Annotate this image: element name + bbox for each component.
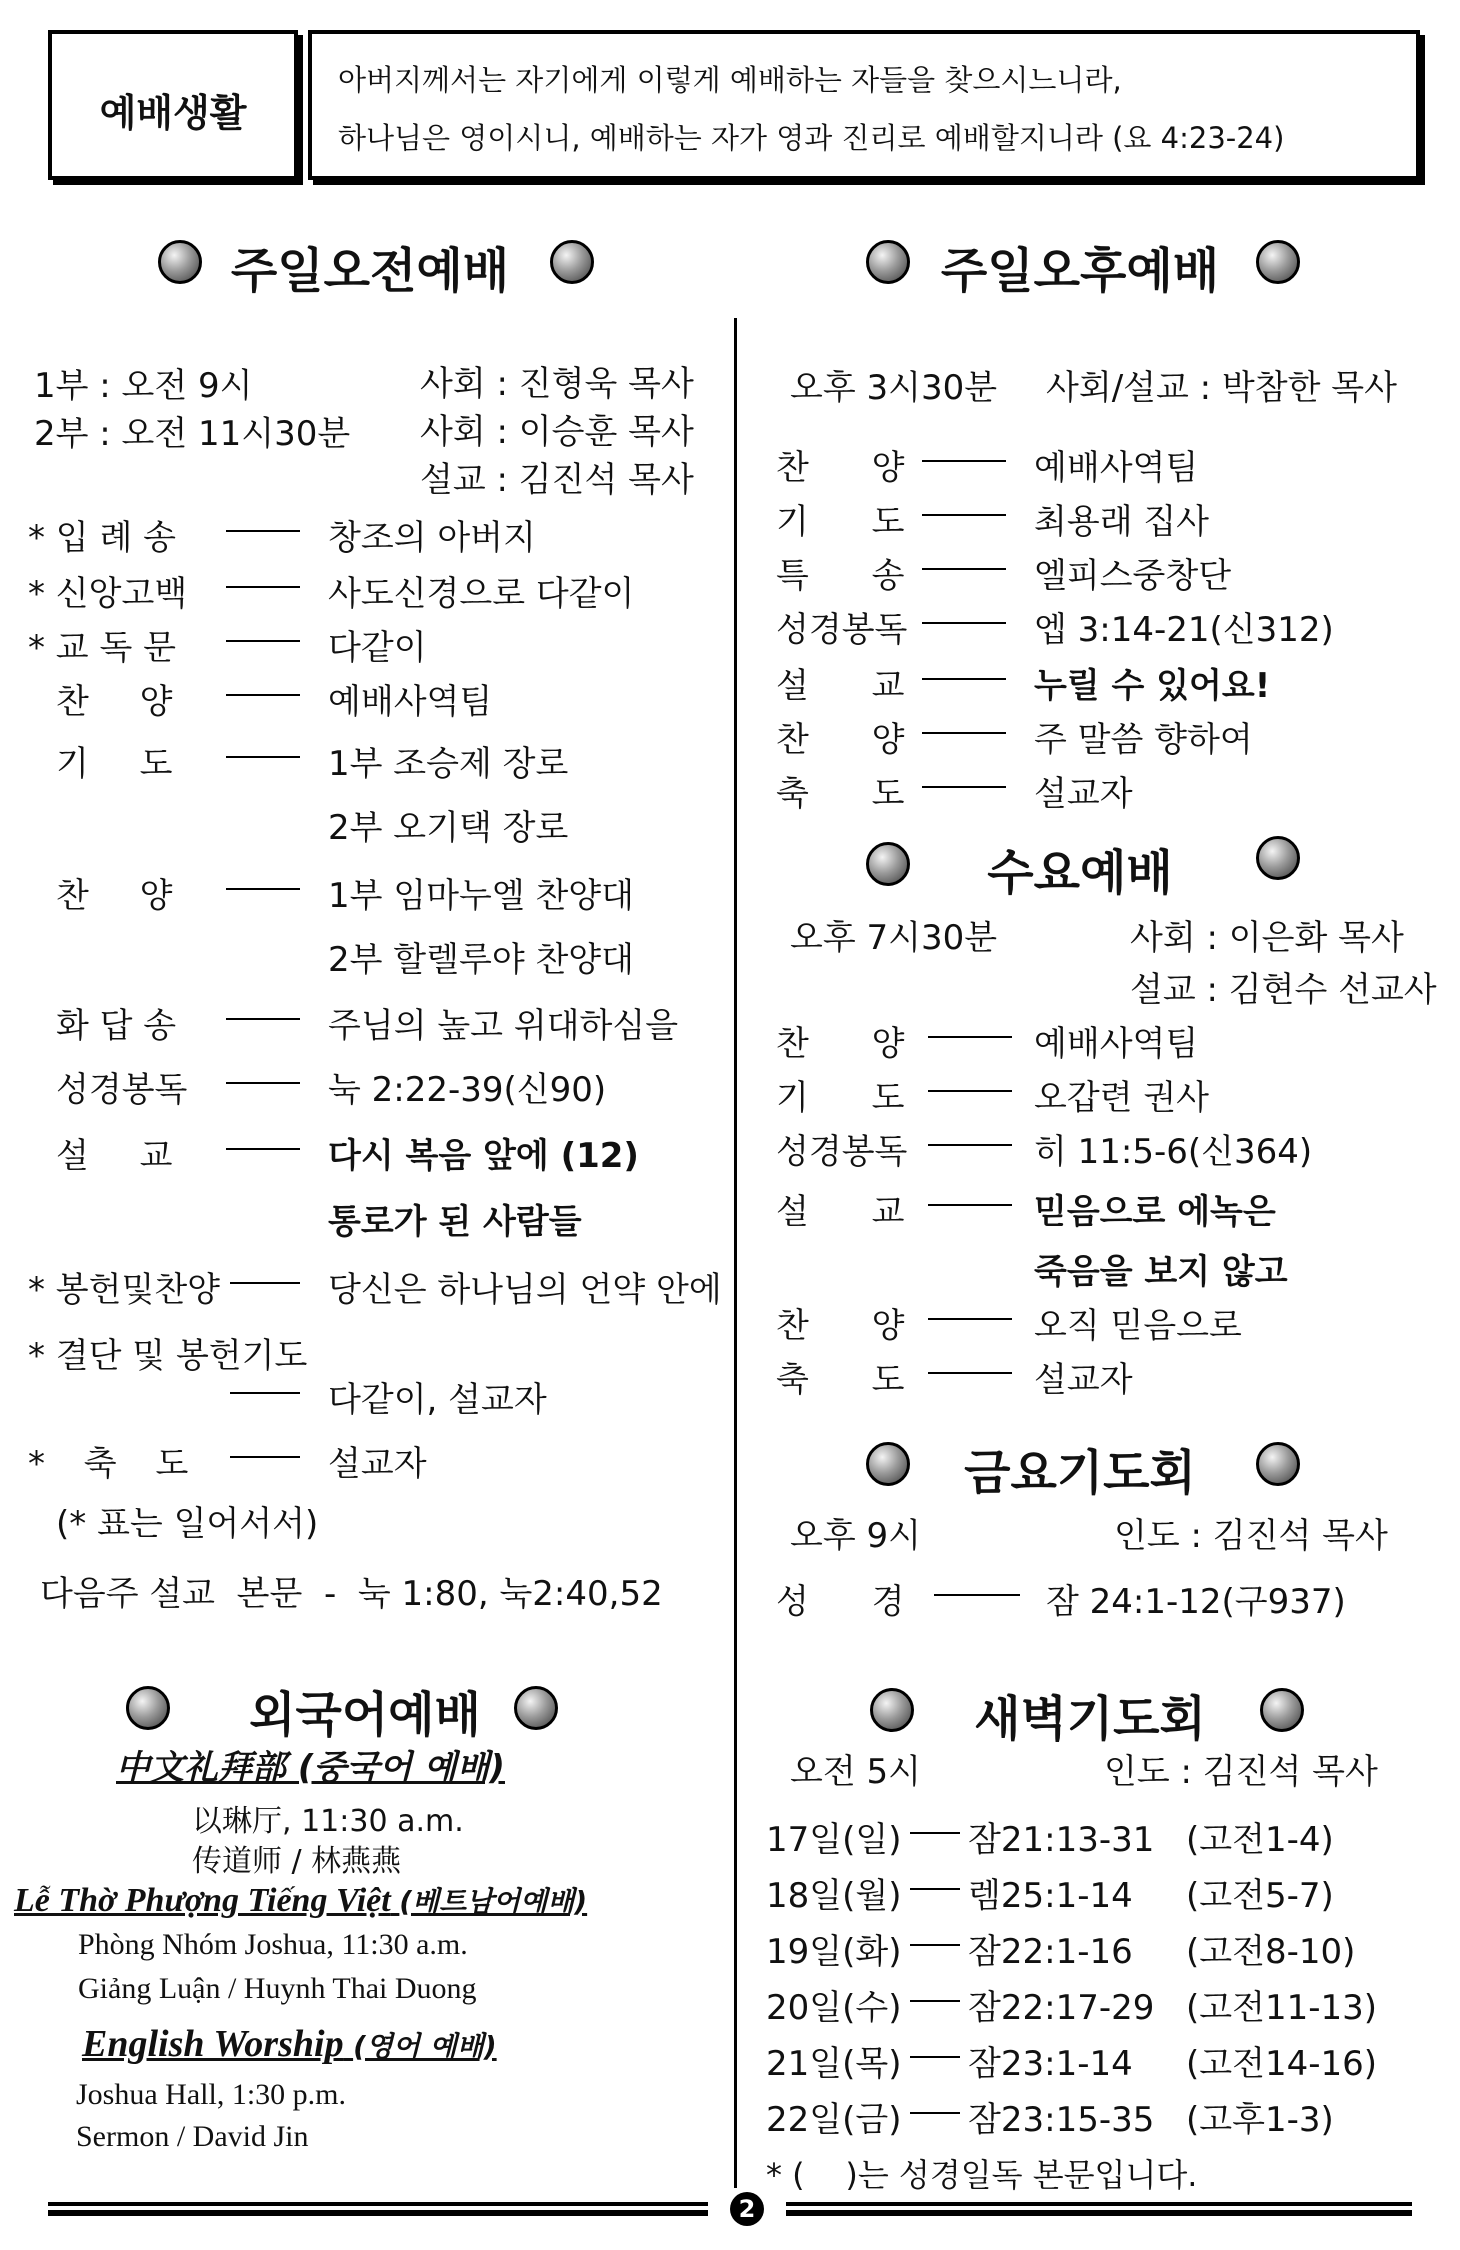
chinese-service-preacher: 传道师 / 林燕燕 — [192, 1844, 402, 1879]
english-service-preacher: Sermon / David Jin — [76, 2120, 309, 2153]
order-dash — [922, 622, 1006, 624]
sermon-title: 다시 복음 앞에 (12) — [328, 1136, 639, 1176]
morning-service1: 1부 : 오전 9시 — [34, 366, 253, 406]
order-label: * 입 례 송 — [28, 518, 176, 558]
order-value: 히 11:5-6(신364) — [1034, 1132, 1313, 1172]
wednesday-title: 수요예배 — [987, 845, 1173, 901]
afternoon-leader: 사회/설교 : 박참한 목사 — [1046, 368, 1397, 408]
chinese-service-title: 中文礼拜部 (중국어 예배) — [116, 1748, 505, 1788]
viet-service-heading — [14, 1880, 587, 1920]
order-dash — [230, 1282, 300, 1284]
order-dash — [922, 460, 1006, 462]
english-service-time: Joshua Hall, 1:30 p.m. — [76, 2078, 346, 2111]
bullet-icon — [1256, 836, 1300, 880]
dawn-text: 잠22:17-29 — [968, 1988, 1155, 2028]
order-label: * 결단 및 봉헌기도 — [28, 1336, 308, 1376]
header-verse-line1: 아버지께서는 자기에게 이렇게 예배하는 자들을 찾으시느니라, — [338, 63, 1122, 97]
order-label: 기 도 — [776, 502, 905, 542]
dawn-day: 20일(수) — [766, 1988, 902, 2028]
dawn-extra: (고전1-4) — [1186, 1820, 1334, 1860]
order-dash — [910, 1888, 960, 1890]
order-label: 성경봉독 — [56, 1070, 188, 1110]
order-value: 최용래 집사 — [1034, 502, 1210, 542]
order-dash — [910, 2112, 960, 2114]
order-dash — [928, 1318, 1012, 1320]
dawn-day: 17일(일) — [766, 1820, 902, 1860]
order-value: 당신은 하나님의 언약 안에 — [328, 1270, 722, 1310]
order-dash — [928, 1090, 1012, 1092]
order-value: 사도신경으로 다같이 — [328, 574, 635, 614]
wednesday-leader: 사회 : 이은화 목사 — [1130, 918, 1404, 958]
order-dash — [928, 1036, 1012, 1038]
dawn-extra: (고전14-16) — [1186, 2044, 1378, 2084]
viet-service-title: Lễ Thờ Phượng Tiếng Việt — [14, 1882, 391, 1919]
standing-note: (* 표는 일어서서) — [56, 1504, 319, 1544]
order-label: * 봉헌및찬양 — [28, 1270, 221, 1310]
order-label: 찬 양 — [56, 876, 173, 916]
dawn-extra: (고후1-3) — [1186, 2100, 1334, 2140]
order-value: 2부 오기택 장로 — [328, 808, 569, 848]
morning-leader1: 사회 : 진형욱 목사 — [420, 364, 694, 404]
order-value: 2부 할렐루야 찬양대 — [328, 940, 634, 980]
dawn-text: 잠23:15-35 — [968, 2100, 1155, 2140]
order-value: 설교자 — [1034, 1360, 1133, 1400]
order-value: 오직 믿음으로 — [1034, 1306, 1242, 1346]
bullet-icon — [550, 240, 594, 284]
footer-rule-right — [786, 2202, 1412, 2216]
order-value: 오갑련 권사 — [1034, 1078, 1210, 1118]
bullet-icon — [1260, 1688, 1304, 1732]
column-divider — [734, 318, 737, 2188]
afternoon-time: 오후 3시30분 — [790, 368, 998, 408]
viet-service-preacher: Giảng Luận / Huynh Thai Duong — [78, 1972, 477, 2005]
bullet-icon — [1256, 1442, 1300, 1486]
order-dash — [928, 1372, 1012, 1374]
order-label: 설 교 — [776, 666, 905, 706]
order-value: 다같이, 설교자 — [328, 1380, 547, 1420]
order-label: 기 도 — [776, 1078, 905, 1118]
header-verse-line2: 하나님은 영이시니, 예배하는 자가 영과 진리로 예배할지니라 (요 4:23-24) — [338, 121, 1285, 155]
wednesday-time: 오후 7시30분 — [790, 918, 998, 958]
order-dash — [910, 1944, 960, 1946]
dawn-day: 21일(목) — [766, 2044, 902, 2084]
order-dash — [226, 888, 300, 890]
chinese-service-time: 以琳厅, 11:30 a.m. — [192, 1804, 464, 1839]
order-label: 찬 양 — [776, 448, 905, 488]
order-label: 화 답 송 — [56, 1006, 177, 1046]
dawn-extra: (고전11-13) — [1186, 1988, 1378, 2028]
order-dash — [226, 1018, 300, 1020]
order-value: 엡 3:14-21(신312) — [1034, 610, 1334, 650]
order-value: 예배사역팀 — [328, 682, 493, 722]
order-dash — [226, 1148, 300, 1150]
order-label: 성경봉독 — [776, 1132, 908, 1172]
order-dash — [910, 2056, 960, 2058]
order-dash — [910, 1832, 960, 1834]
morning-preacher: 설교 : 김진석 목사 — [420, 460, 694, 500]
dawn-time: 오전 5시 — [790, 1752, 921, 1792]
dawn-text: 잠21:13-31 — [968, 1820, 1155, 1860]
english-service-suffix: (영어 예배) — [353, 2030, 497, 2063]
order-label: 특 송 — [776, 556, 905, 596]
order-value: 엘피스중창단 — [1034, 556, 1232, 596]
order-value: 1부 조승제 장로 — [328, 744, 569, 784]
order-dash — [928, 1204, 1012, 1206]
order-value: 창조의 아버지 — [328, 518, 536, 558]
afternoon-title: 주일오후예배 — [940, 243, 1220, 299]
order-dash — [226, 640, 300, 642]
friday-time: 오후 9시 — [790, 1516, 921, 1556]
sermon-title: 통로가 된 사람들 — [328, 1202, 582, 1242]
order-label: 축 도 — [776, 1360, 905, 1400]
next-week-scripture: 다음주 설교 본문 - 눅 1:80, 눅2:40,52 — [40, 1574, 663, 1614]
dawn-leader: 인도 : 김진석 목사 — [1104, 1752, 1378, 1792]
order-label: 설 교 — [776, 1192, 905, 1232]
bullet-icon — [866, 1442, 910, 1486]
order-dash — [226, 1082, 300, 1084]
order-dash — [230, 1392, 300, 1394]
dawn-day: 18일(월) — [766, 1876, 902, 1916]
viet-service-suffix: (베트남어예배) — [399, 1885, 588, 1918]
order-label: * 교 독 문 — [28, 628, 176, 668]
dawn-text: 잠23:1-14 — [968, 2044, 1133, 2084]
order-dash — [922, 514, 1006, 516]
bullet-icon — [1256, 240, 1300, 284]
order-value: 다같이 — [328, 628, 427, 668]
order-dash — [230, 1456, 300, 1458]
bullet-icon — [866, 842, 910, 886]
bullet-icon — [866, 240, 910, 284]
order-dash — [934, 1594, 1020, 1596]
order-value: 주 말씀 향하여 — [1034, 720, 1253, 760]
foreign-title: 외국어예배 — [249, 1687, 481, 1743]
order-value: 설교자 — [1034, 774, 1133, 814]
order-dash — [922, 568, 1006, 570]
english-service-heading — [82, 2022, 497, 2066]
english-service-title: English Worship — [82, 2023, 344, 2065]
order-label: 기 도 — [56, 744, 173, 784]
order-label: 찬 양 — [776, 1024, 905, 1064]
morning-title: 주일오전예배 — [230, 243, 510, 299]
order-label: 찬 양 — [56, 682, 173, 722]
friday-leader: 인도 : 김진석 목사 — [1114, 1516, 1388, 1556]
dawn-extra: (고전8-10) — [1186, 1932, 1356, 1972]
sermon-title: 믿음으로 에녹은 — [1034, 1192, 1276, 1232]
page-number-badge — [730, 2192, 764, 2226]
dawn-title: 새벽기도회 — [974, 1691, 1206, 1747]
order-label: * 신앙고백 — [28, 574, 188, 614]
dawn-day: 22일(금) — [766, 2100, 902, 2140]
dawn-day: 19일(화) — [766, 1932, 902, 1972]
order-value: 1부 임마누엘 찬양대 — [328, 876, 634, 916]
order-dash — [226, 694, 300, 696]
friday-title: 금요기도회 — [964, 1445, 1196, 1501]
bullet-icon — [158, 240, 202, 284]
order-dash — [928, 1144, 1012, 1146]
dawn-note: * ( )는 성경일독 본문입니다. — [766, 2156, 1198, 2194]
order-value: 눅 2:22-39(신90) — [328, 1070, 607, 1110]
order-dash — [922, 732, 1006, 734]
order-dash — [922, 786, 1006, 788]
order-value: 주님의 높고 위대하심을 — [328, 1006, 679, 1046]
viet-service-time: Phòng Nhóm Joshua, 11:30 a.m. — [78, 1928, 468, 1961]
order-value: 설교자 — [328, 1444, 427, 1484]
order-label: 성경봉독 — [776, 610, 908, 650]
order-label: 찬 양 — [776, 720, 905, 760]
sermon-title: 누릴 수 있어요! — [1034, 666, 1271, 706]
order-label: 찬 양 — [776, 1306, 905, 1346]
bullet-icon — [514, 1686, 558, 1730]
header-label: 예배생활 — [99, 91, 247, 135]
wednesday-preacher: 설교 : 김현수 선교사 — [1130, 970, 1437, 1010]
page-number: 2 — [738, 2195, 756, 2223]
order-value: 예배사역팀 — [1034, 1024, 1199, 1064]
order-dash — [226, 586, 300, 588]
order-dash — [910, 2000, 960, 2002]
morning-leader2: 사회 : 이승훈 목사 — [420, 412, 694, 452]
morning-service2: 2부 : 오전 11시30분 — [34, 414, 351, 454]
order-label: 설 교 — [56, 1136, 173, 1176]
order-dash — [226, 530, 300, 532]
order-label: 축 도 — [776, 774, 905, 814]
bullet-icon — [126, 1686, 170, 1730]
order-dash — [922, 678, 1006, 680]
bullet-icon — [870, 1688, 914, 1732]
dawn-text: 잠22:1-16 — [968, 1932, 1133, 1972]
order-value: 예배사역팀 — [1034, 448, 1199, 488]
dawn-extra: (고전5-7) — [1186, 1876, 1334, 1916]
friday-scripture: 잠 24:1-12(구937) — [1046, 1582, 1346, 1622]
order-label: * 축 도 — [28, 1444, 189, 1484]
footer-rule-left — [48, 2202, 708, 2216]
sermon-title: 죽음을 보지 않고 — [1034, 1252, 1288, 1292]
header-verse-box — [308, 30, 1420, 180]
order-dash — [226, 756, 300, 758]
dawn-text: 렘25:1-14 — [968, 1876, 1133, 1916]
order-label: 성 경 — [776, 1582, 905, 1622]
